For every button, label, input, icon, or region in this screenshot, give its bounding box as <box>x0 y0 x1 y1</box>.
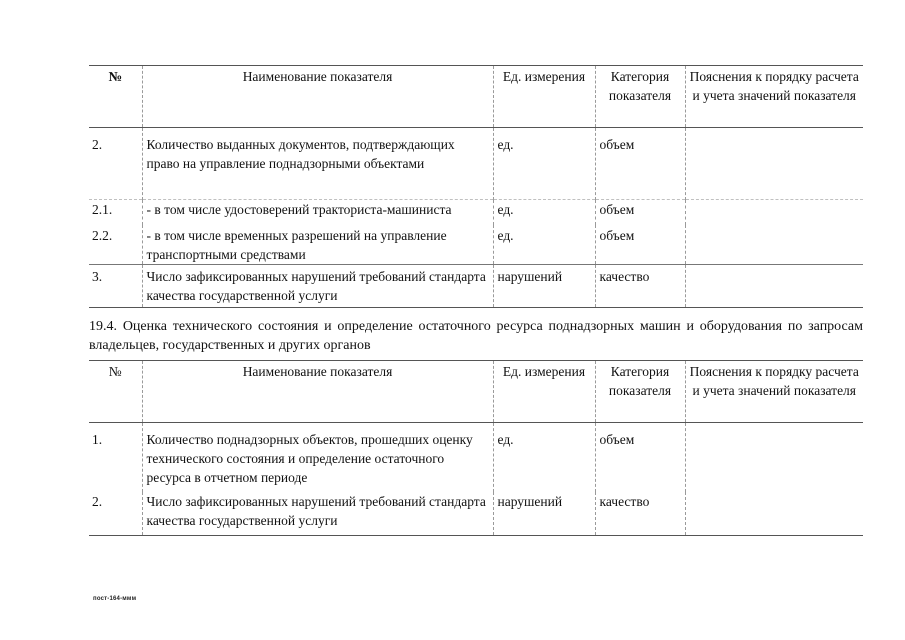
row-category: объем <box>595 225 685 265</box>
table-header-row <box>89 66 863 128</box>
row-number: 2. <box>89 492 142 536</box>
row-indicator-name: - в том числе удостоверений тракториста-машиниста <box>142 200 493 226</box>
table-row <box>89 128 863 200</box>
row-category: качество <box>595 492 685 536</box>
row-unit: ед. <box>493 200 595 226</box>
row-number: 2.2. <box>92 228 113 243</box>
row-unit: нарушений <box>493 492 595 536</box>
header-unit: Ед. измерения <box>493 66 595 128</box>
row-number: 2. <box>92 137 103 152</box>
row-unit: ед. <box>493 128 595 200</box>
row-indicator-name: Количество поднадзорных объектов, прошедших оценку технического состояния и определение остаточного ресурса в отчетном периоде <box>142 423 493 493</box>
row-notes <box>685 423 863 493</box>
row-indicator-name: Число зафиксированных нарушений требований стандарта качества государственной услуги <box>142 492 493 536</box>
table-row <box>89 423 863 493</box>
header-notes: Пояснения к порядку расчета и учета значений показателя <box>685 66 863 128</box>
row-notes <box>685 265 863 308</box>
table-row <box>89 492 863 536</box>
header-number: № <box>89 66 142 128</box>
row-notes <box>685 225 863 265</box>
header-indicator-name: Наименование показателя <box>142 66 493 128</box>
table-row <box>89 200 863 226</box>
row-unit: ед. <box>493 225 595 265</box>
header-number: № <box>89 361 142 423</box>
header-unit: Ед. измерения <box>493 361 595 423</box>
row-unit: ед. <box>493 423 595 493</box>
row-indicator-name: Количество выданных документов, подтверждающих право на управление поднадзорными объектами <box>142 128 493 200</box>
row-number: 2.1. <box>89 200 142 226</box>
row-notes <box>685 128 863 200</box>
row-indicator-name: - в том числе временных разрешений на управление транспортными средствами <box>142 225 493 265</box>
table-row <box>89 225 863 265</box>
row-number: 1. <box>92 432 103 447</box>
row-category: объем <box>595 128 685 200</box>
row-indicator-name: Число зафиксированных нарушений требований стандарта качества государственной услуги <box>142 265 493 308</box>
header-notes: Пояснения к порядку расчета и учета значений показателя <box>685 361 863 423</box>
row-category: объем <box>595 200 685 226</box>
section-title: 19.4. Оценка технического состояния и определение остаточного ресурса поднадзорных машин и оборудования по запросам владельцев, государственных и других органов <box>89 319 863 353</box>
table-header-row <box>89 361 863 423</box>
row-number: 3. <box>89 265 142 308</box>
indicators-table-2 <box>89 360 863 536</box>
header-category: Категория показателя <box>595 66 685 128</box>
row-category: объем <box>595 423 685 493</box>
table-row <box>89 265 863 308</box>
indicators-table-1 <box>89 65 863 308</box>
row-category: качество <box>595 265 685 308</box>
header-indicator-name: Наименование показателя <box>142 361 493 423</box>
row-notes <box>685 200 863 226</box>
row-unit: нарушений <box>493 265 595 308</box>
header-category: Категория показателя <box>595 361 685 423</box>
row-notes <box>685 492 863 536</box>
footer-file-code: пост-164-ммм <box>93 596 137 602</box>
